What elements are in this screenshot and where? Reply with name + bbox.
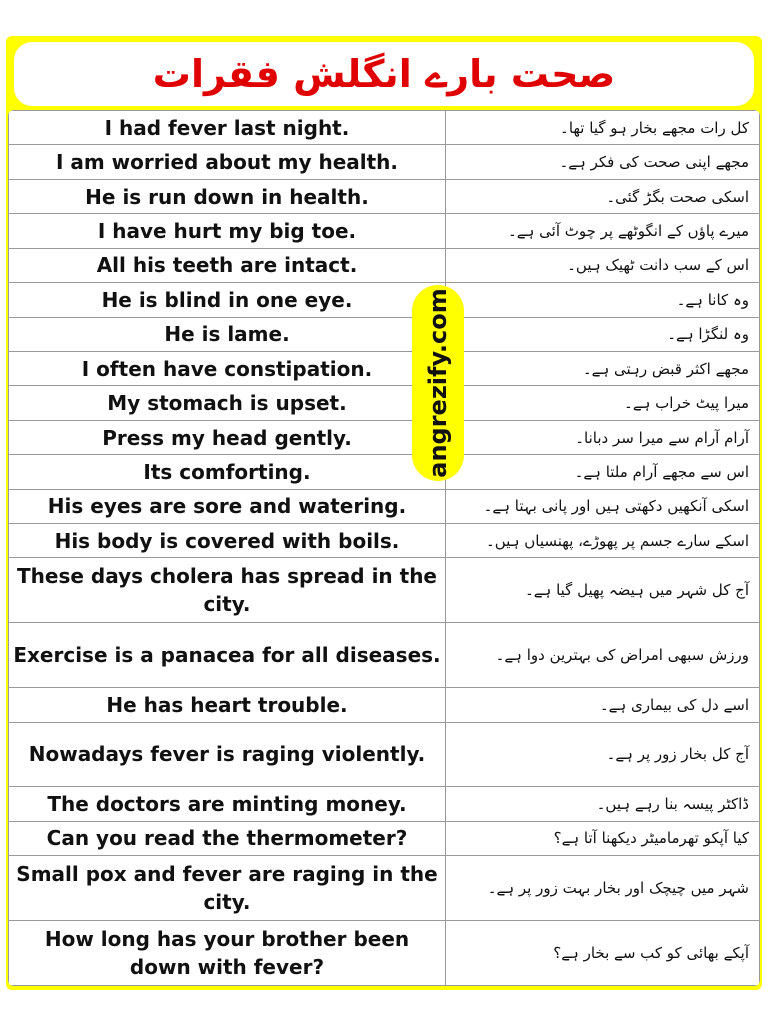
table-row [9,420,760,454]
watermark-text: angrezify.com [424,288,452,478]
urdu-translation: وہ لنگڑا ہے۔ [446,317,760,351]
table-row [9,283,760,317]
english-phrase: Its comforting. [9,455,446,489]
title-banner [14,42,754,106]
urdu-translation: شہر میں چیچک اور بخار بہت زور پر ہے۔ [446,856,760,921]
table-row [9,317,760,351]
urdu-translation: آج کل بخار زور پر ہے۔ [446,722,760,787]
english-phrase: How long has your brother been down with fever? [9,921,446,986]
urdu-translation: ڈاکٹر پیسہ بنا رہے ہیں۔ [446,787,760,821]
urdu-translation: اس سے مجھے آرام ملتا ہے۔ [446,455,760,489]
urdu-translation: مجھے اپنی صحت کی فکر ہے۔ [446,145,760,179]
english-phrase: His body is covered with boils. [9,524,446,558]
urdu-translation: آج کل شہر میں ہیضہ پھیل گیا ہے۔ [446,558,760,623]
english-phrase: I am worried about my health. [9,145,446,179]
table-row [9,145,760,179]
urdu-translation: اس کے سب دانت ٹھیک ہیں۔ [446,248,760,282]
table-row [9,821,760,855]
urdu-translation: اسکے سارے جسم پر پھوڑے، پھنسیاں ہیں۔ [446,524,760,558]
english-phrase: His eyes are sore and watering. [9,489,446,523]
english-phrase: The doctors are minting money. [9,787,446,821]
phrase-table-container [8,110,760,986]
urdu-translation: مجھے اکثر قبض رہتی ہے۔ [446,351,760,385]
table-row [9,179,760,213]
watermark-badge [412,285,464,481]
table-row [9,558,760,623]
english-phrase: Exercise is a panacea for all diseases. [9,623,446,688]
table-row [9,722,760,787]
english-phrase: Can you read the thermometer? [9,821,446,855]
english-phrase: All his teeth are intact. [9,248,446,282]
english-phrase: Press my head gently. [9,420,446,454]
urdu-translation: وہ کانا ہے۔ [446,283,760,317]
table-row [9,214,760,248]
english-phrase: These days cholera has spread in the city. [9,558,446,623]
table-row [9,524,760,558]
page-title: صحت بارے انگلش فقرات [152,52,616,96]
english-phrase: Small pox and fever are raging in the city. [9,856,446,921]
table-row [9,856,760,921]
table-row [9,688,760,722]
urdu-translation: آپکے بھائی کو کب سے بخار ہے؟ [446,921,760,986]
table-row [9,787,760,821]
urdu-translation: میرا پیٹ خراب ہے۔ [446,386,760,420]
table-row [9,351,760,385]
urdu-translation: اسے دل کی بیماری ہے۔ [446,688,760,722]
english-phrase: I often have constipation. [9,351,446,385]
urdu-translation: میرے پاؤں کے انگوٹھے پر چوٹ آئی ہے۔ [446,214,760,248]
table-row [9,386,760,420]
table-row [9,455,760,489]
urdu-translation: کیا آپکو تھرمامیٹر دیکھنا آتا ہے؟ [446,821,760,855]
table-row [9,248,760,282]
english-phrase: Nowadays fever is raging violently. [9,722,446,787]
english-phrase: He has heart trouble. [9,688,446,722]
table-row [9,921,760,986]
urdu-translation: کل رات مجھے بخار ہو گیا تھا۔ [446,111,760,145]
english-phrase: He is run down in health. [9,179,446,213]
urdu-translation: اسکی صحت بگڑ گئی۔ [446,179,760,213]
table-row [9,489,760,523]
english-phrase: He is lame. [9,317,446,351]
table-row [9,623,760,688]
phrase-table [8,110,760,986]
english-phrase: My stomach is upset. [9,386,446,420]
english-phrase: He is blind in one eye. [9,283,446,317]
english-phrase: I had fever last night. [9,111,446,145]
urdu-translation: اسکی آنکھیں دکھتی ہیں اور پانی بہتا ہے۔ [446,489,760,523]
table-row [9,111,760,145]
urdu-translation: ورزش سبھی امراض کی بہترین دوا ہے۔ [446,623,760,688]
urdu-translation: آرام آرام سے میرا سر دبانا۔ [446,420,760,454]
english-phrase: I have hurt my big toe. [9,214,446,248]
